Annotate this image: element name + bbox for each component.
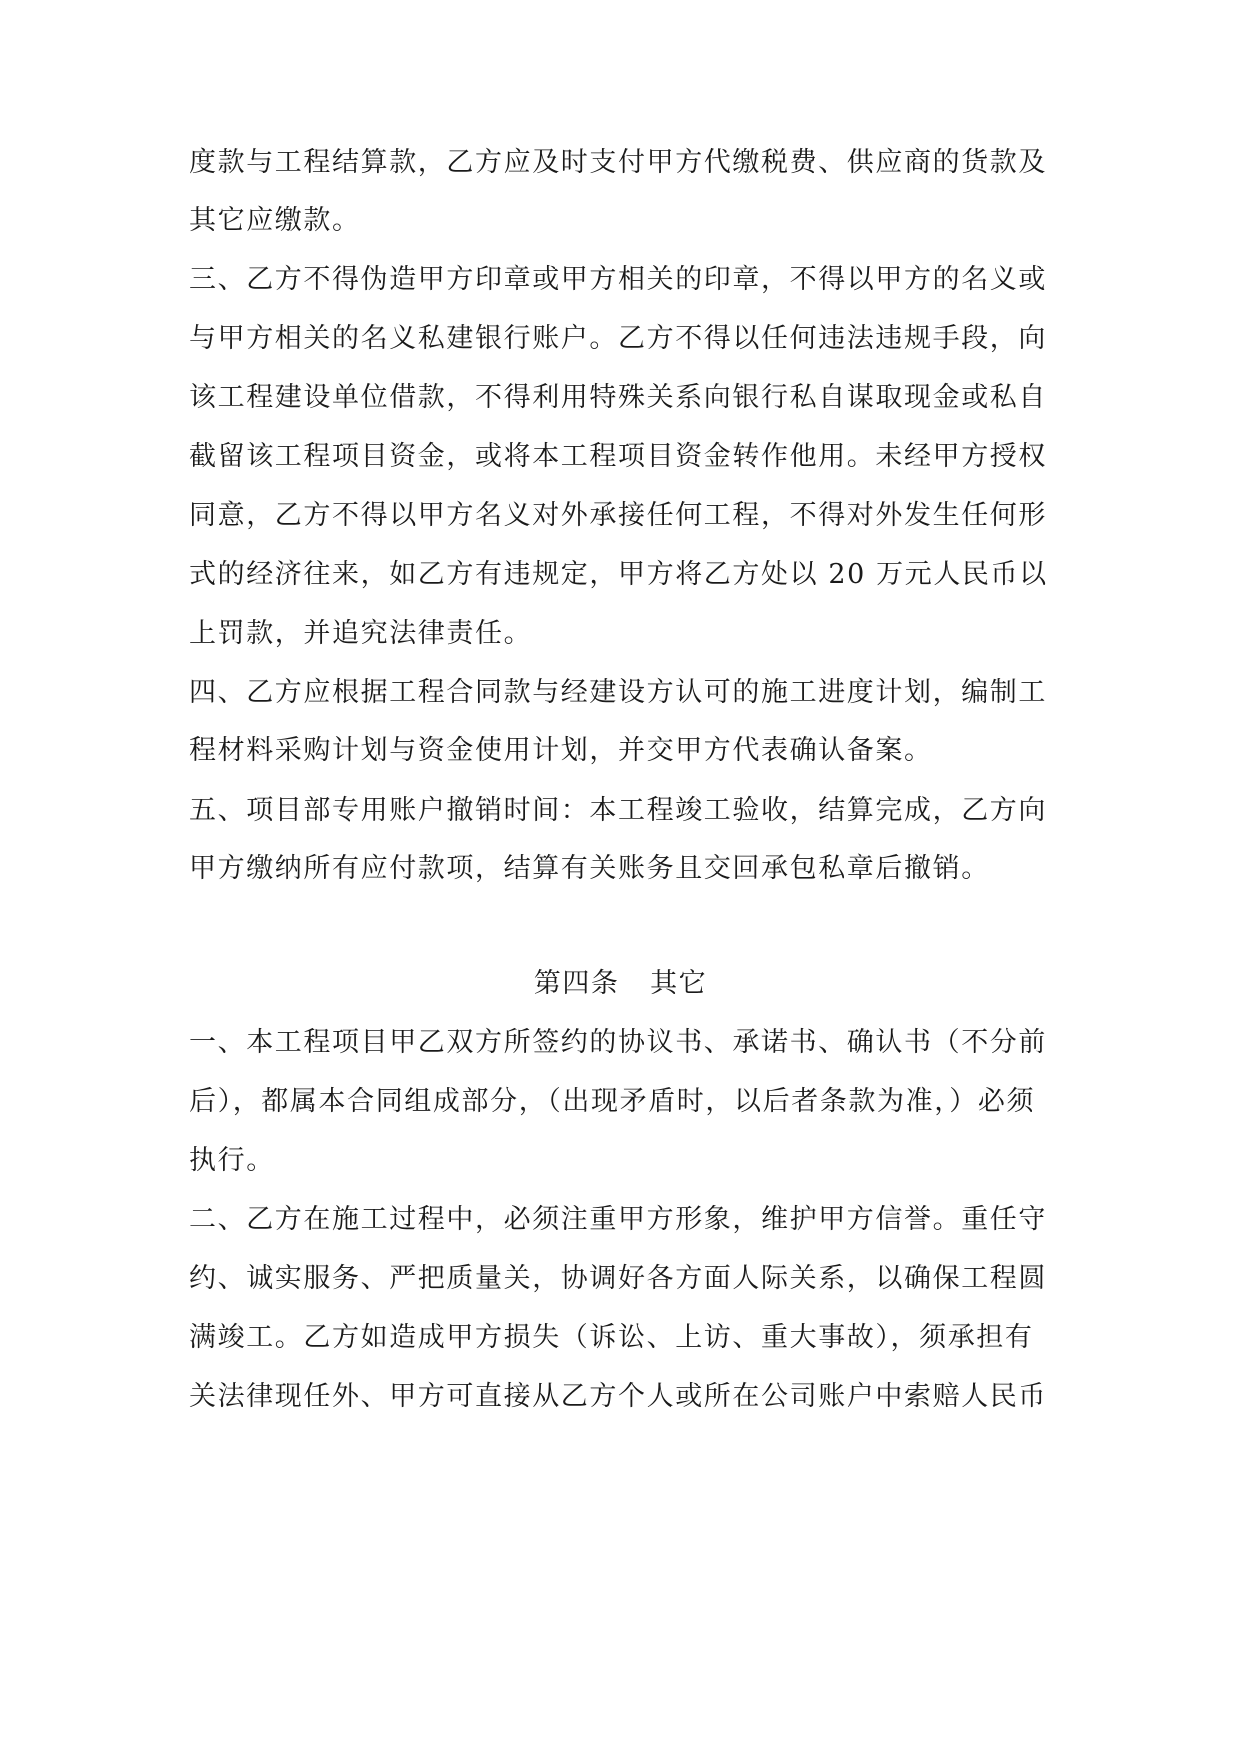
text-line: 上罚款，并追究法律责任。	[189, 618, 533, 649]
text-line: 与甲方相关的名义私建银行账户。乙方不得以任何违法违规手段，向	[189, 323, 1047, 354]
text-line: 后），都属本合同组成部分，（出现矛盾时，以后者条款为准，）必须	[189, 1086, 1036, 1117]
article-heading: 第四条 其它	[533, 968, 708, 999]
article-clause-one-line: 一、本工程项目甲乙双方所签约的协议书、承诺书、确认书（不分前	[189, 1027, 1047, 1058]
text-line: 甲方缴纳所有应付款项，结算有关账务且交回承包私章后撤销。	[189, 853, 990, 884]
text-line: 度款与工程结算款，乙方应及时支付甲方代缴税费、供应商的货款及	[189, 147, 1047, 178]
clause-three-line: 三、乙方不得伪造甲方印章或甲方相关的印章，不得以甲方的名义或	[189, 264, 1047, 295]
text-line: 关法律现任外、甲方可直接从乙方个人或所在公司账户中索赔人民币	[189, 1381, 1047, 1412]
text-line: 其它应缴款。	[189, 205, 361, 236]
text-line: 截留该工程项目资金，或将本工程项目资金转作他用。未经甲方授权	[189, 441, 1047, 472]
text-line: 约、诚实服务、严把质量关，协调好各方面人际关系，以确保工程圆	[189, 1263, 1047, 1294]
article-clause-two-line: 二、乙方在施工过程中，必须注重甲方形象，维护甲方信誉。重任守	[189, 1204, 1047, 1235]
text-line: 执行。	[189, 1145, 275, 1176]
text-line: 该工程建设单位借款，不得利用特殊关系向银行私自谋取现金或私自	[189, 382, 1047, 413]
text-line: 式的经济往来，如乙方有违规定，甲方将乙方处以 20 万元人民币以	[189, 559, 1048, 590]
text-line: 满竣工。乙方如造成甲方损失（诉讼、上访、重大事故），须承担有	[189, 1322, 1034, 1353]
text-line: 同意，乙方不得以甲方名义对外承接任何工程，不得对外发生任何形	[189, 500, 1047, 531]
clause-four-line: 四、乙方应根据工程合同款与经建设方认可的施工进度计划，编制工	[189, 677, 1047, 708]
clause-five-line: 五、项目部专用账户撤销时间：本工程竣工验收，结算完成，乙方向	[189, 795, 1047, 826]
text-line: 程材料采购计划与资金使用计划，并交甲方代表确认备案。	[189, 735, 933, 766]
